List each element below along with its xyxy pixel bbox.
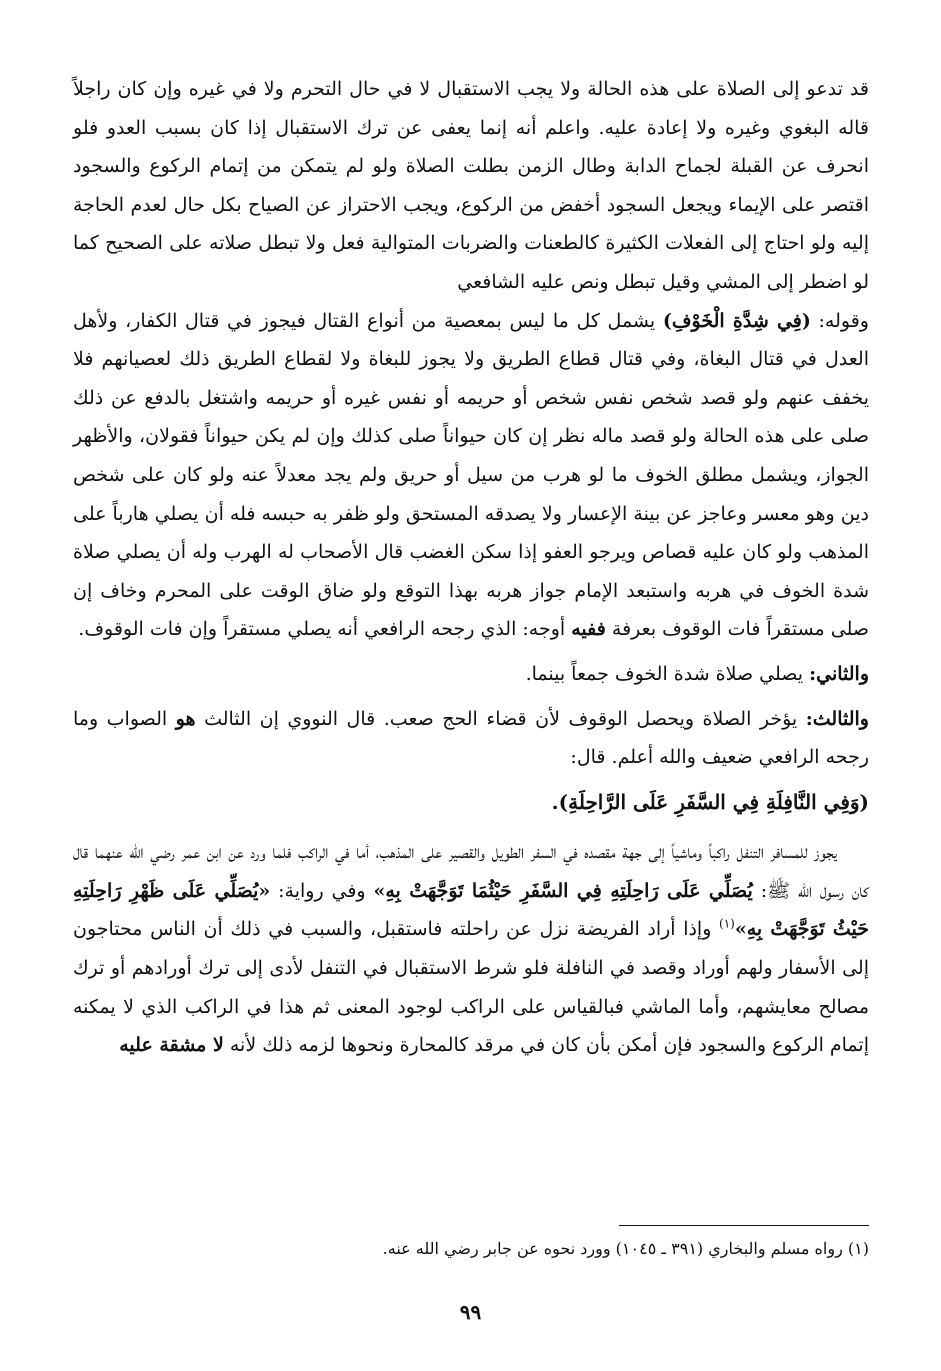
footnote-reference: (١) [719, 917, 735, 932]
page-number: ٩٩ [459, 1300, 482, 1324]
paragraph-1-text: قد تدعو إلى الصلاة على هذه الحالة ولا يجب الاستقبال لا في حال التحرم ولا في غيره وإن كان راجلاً قاله البغوي وغيره ولا إعادة عليه. واعلم أنه إنما يعفى عن ترك الاستقبال إذا كان بسبب العدو فلو انحرف عن القبلة لجماح الدابة وطال الزمن بطلت الصلاة ولو لم يتمكن من إتمام الركوع والسجود اقتصر على الإيماء ويجعل السجود أخفض من الركوع، ويجب الاحتراز عن الصياح بكل حال لعدم الحاجة إليه ولو احتاج إلى الفعلات الكثيرة كالطعنات والضربات المتوالية فعل ولا تبطل صلاته على الصحيح كما لو اضطر إلى المشي وقيل تبطل ونص عليه الشافعي [73, 78, 869, 293]
paragraph-5-bold-end: لا مشقة عليه [119, 1034, 224, 1057]
section-heading: (وَفِي النَّافِلَةِ فِي السَّفَرِ عَلَى الرَّاحِلَةِ). [551, 789, 869, 814]
paragraph-2-lead: وقوله: [818, 309, 869, 332]
paragraph-2-text: يشمل كل ما ليس بمعصية من أنواع القتال فيجوز في قتال الكفار، ولأهل العدل في قتال البغاة، وفي قتال قطاع الطريق ولا يجوز للبغاة ولا لقطاع الطريق ذلك لعصيانهم فلا يخفف عنهم ولو قصد شخص نفس شخص أو حريمه أو نفس غيره أو حريمه واشتغل بالدفع عن ذلك صلى على هذه الحالة ولو قصد ماله نظر إن كان حيواناً صلى كذلك وإن لم يكن حيواناً فقولان، والأظهر الجواز، ويشمل مطلق الخوف ما لو هرب من سيل أو حريق ولم يجد معدلاً عنه ولو كان على شخص دين وهو معسر وعاجز عن بينة الإعسار ولا يصدقه المستحق ولو ظفر به حبسه فله أن يصلي هارباً على المذهب ولو كان عليه قصاص ويرجو العفو إذا سكن الغضب قال الأصحاب له الهرب وله أن يصلي صلاة شدة الخوف في هربه واستبعد الإمام جواز هربه بهذا التوقع ولو ضاق الوقت على المحرم وخاف إن صلى مستقراً فات الوقوف بعرفة [73, 309, 869, 641]
paragraph-4-tail: الصواب وما رجحه الرافعي ضعيف والله أعلم. قال: [73, 707, 869, 769]
paragraph-5-rest: وإذا أراد الفريضة نزل عن راحلته فاستقبل، والسبب في ذلك أن الناس محتاجون إلى الأسفار ولهم أوراد وقصد في النافلة فلو شرط الاستقبال في التنفل لأدى إلى ترك أورادهم أو ترك مصالح معايشهم، وأما الماشي فبالقياس على الراكب لوجود المعنى ثم هذا في الراكب الذي لا يمكنه إتمام الركوع والسجود فإن أمكن بأن كان في مرقد كالمحارة ونحوها لزمه ذلك لأنه [73, 918, 869, 1057]
footnote-divider [619, 1225, 869, 1226]
paragraph-4 [73, 700, 869, 777]
paragraph-3 [73, 655, 869, 694]
paragraph-5-text: يجوز للمسافر التنفل راكباً وماشياً إلى جهة مقصده في السفر الطويل والقصير على المذهب، أما في الراكب فلما ورد عن ابن عمر رضي الله عنهما قال كان رسول الله ﷺ: [73, 841, 869, 902]
paragraph-4-bold: والثالث: [805, 707, 869, 730]
paragraph-4-text: يؤخر الصلاة ويحصل الوقوف لأن قضاء الحج صعب. قال النووي إن الثالث [204, 707, 798, 730]
paragraph-1 [73, 70, 869, 302]
footnote: (١) رواه مسلم والبخاري (٣٩١ ـ ١٠٤٥) وورد نحوه عن جابر رضي الله عنه. [382, 1239, 869, 1258]
paragraph-2-quote: (فِي شِدَّةِ الْخَوْفِ) [662, 309, 811, 332]
paragraph-4-bold-2: هو [175, 707, 196, 730]
paragraph-2-tail: أوجه: الذي رجحه الرافعي أنه يصلي مستقراً وإن فات الوقوف. [78, 618, 566, 641]
paragraph-2-bold-end: ففيه [571, 618, 606, 641]
paragraph-3-bold: والثاني: [809, 662, 869, 685]
paragraph-5-quote-2: «يُصَلِّي عَلَى ظَهْرِ رَاحِلَتِهِ حَيْثُ تَوَجَّهَتْ بِهِ» [73, 879, 869, 941]
paragraph-5-mid: وفي رواية: [278, 879, 366, 902]
page-body [73, 70, 869, 1065]
paragraph-5-quote: يُصَلِّي عَلَى رَاحِلَتِهِ فِي السَّفَرِ حَيْثُمَا تَوَجَّهَتْ بِهِ» [373, 879, 753, 902]
paragraph-2 [73, 302, 869, 649]
paragraph-5 [73, 833, 869, 1065]
paragraph-3-text: يصلي صلاة شدة الخوف جمعاً بينما. [525, 662, 804, 685]
